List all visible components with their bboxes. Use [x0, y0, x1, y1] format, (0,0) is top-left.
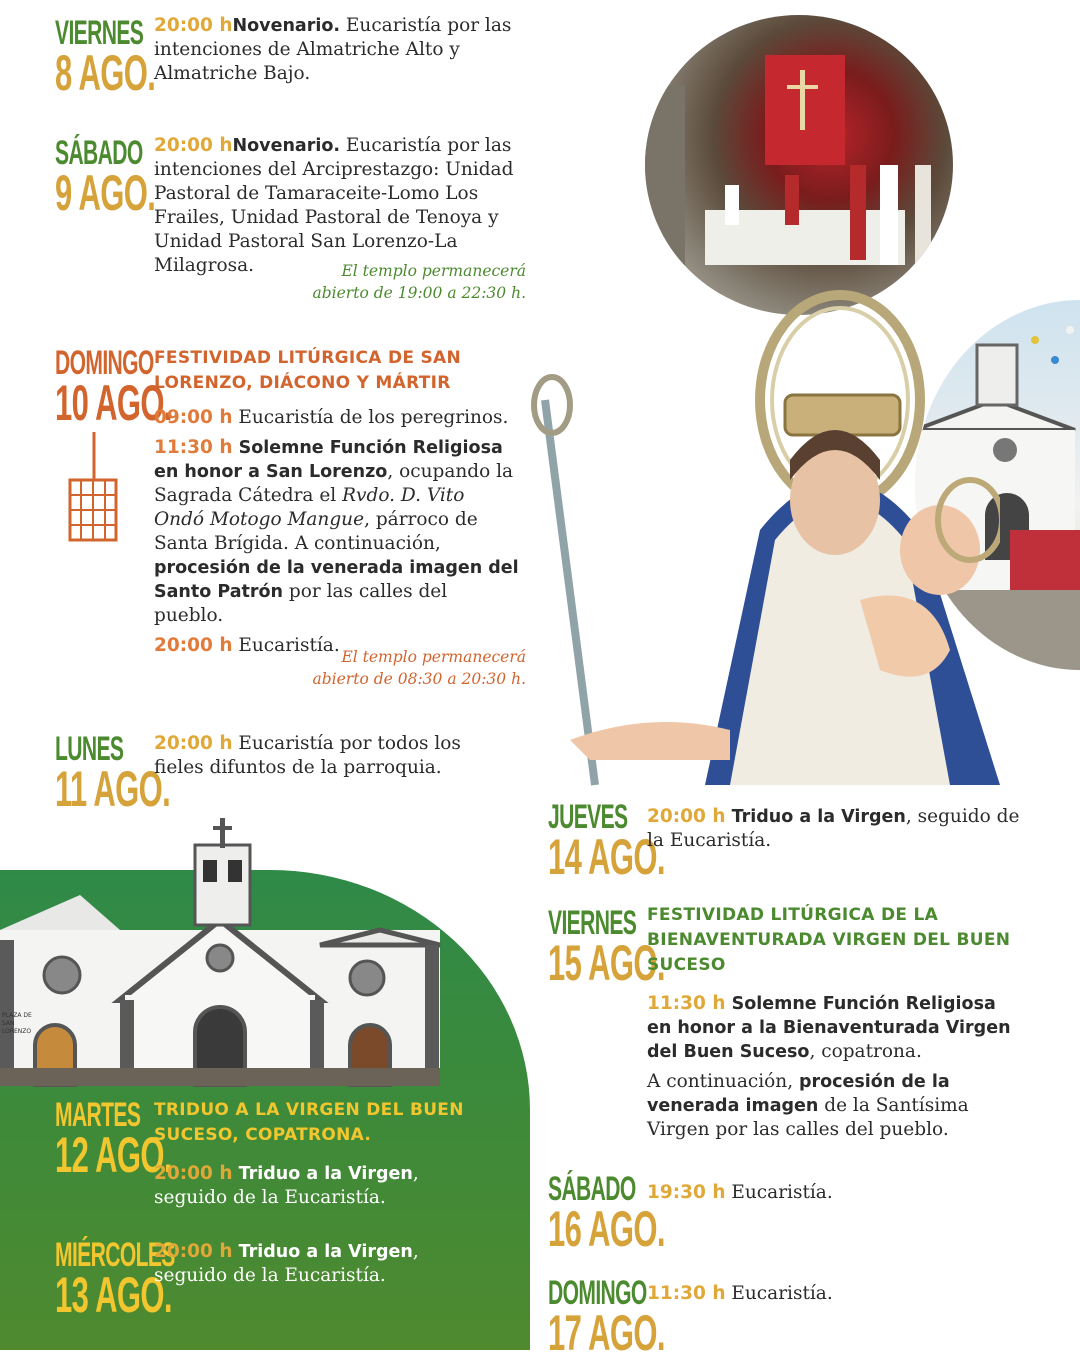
grill-icon [68, 432, 120, 544]
event-13 [154, 1240, 494, 1294]
time-17: 11:30 h [647, 1283, 726, 1304]
title-14: Triduo a la Virgen [725, 807, 906, 827]
time-13: 20:00 h [154, 1241, 233, 1262]
date-14: 14 AGO. [548, 829, 665, 885]
note-9-line2: abierto de 19:00 a 22:30 h. [312, 284, 526, 302]
virgin-statue-photo [530, 290, 1000, 790]
weekday-8: VIERNES [55, 14, 144, 52]
text-10-b3: por las calles del pueblo. [154, 581, 448, 626]
heading-10-line2: LORENZO, DIÁCONO Y MÁRTIR [154, 373, 451, 393]
bold-10-b2: procesión de la venerada imagen del Santo Patrón [154, 558, 519, 602]
event-17 [647, 1282, 1027, 1312]
text-10-b1: , ocupando la Sagrada Cátedra el [154, 461, 514, 506]
bold-15-a: Solemne Función Religiosa en honor a la Bienaventurada Virgen del Buen Suceso [647, 994, 1011, 1062]
date-17: 17 AGO. [548, 1305, 665, 1361]
event-14 [647, 805, 1027, 859]
time-16: 19:30 h [647, 1182, 726, 1203]
event-16 [647, 1181, 1027, 1211]
time-10-a: 09:00 h [154, 407, 233, 428]
day-label-11 [55, 730, 171, 817]
date-15: 15 AGO. [548, 935, 665, 991]
event-11 [154, 732, 514, 786]
weekday-10: DOMINGO [55, 344, 154, 382]
event-12 [154, 1098, 494, 1216]
text-14: , seguido de la Eucaristía. [647, 806, 1020, 851]
text-10-c: Eucaristía. [232, 635, 340, 656]
weekday-13: MIÉRCOLES [55, 1236, 175, 1274]
time-10-c: 20:00 h [154, 635, 233, 656]
day-label-9 [55, 134, 156, 221]
heading-10 [154, 346, 519, 396]
note-9 [250, 260, 526, 304]
weekday-16: SÁBADO [548, 1170, 636, 1208]
time-9: 20:00 h [154, 135, 233, 156]
heading-12-line2: SUCESO, COPATRONA. [154, 1125, 372, 1145]
church-facade-photo [0, 800, 460, 1090]
text-16: Eucaristía. [725, 1182, 833, 1203]
weekday-11: LUNES [55, 730, 124, 768]
time-11: 20:00 h [154, 733, 233, 754]
weekday-17: DOMINGO [548, 1274, 647, 1312]
text-9: Eucaristía por las intenciones del Arciprestazgo: Unidad Pastoral de Tamaraceite-Lomo Los Frailes, Unidad Pastoral de Tenoya y Unidad Pastoral San Lorenzo-La Milagrosa. [154, 135, 514, 276]
text-15-b1: A continuación, [647, 1071, 799, 1092]
time-10-b: 11:30 h [154, 437, 233, 458]
date-10: 10 AGO. [55, 375, 172, 431]
time-14: 20:00 h [647, 806, 726, 827]
text-11: Eucaristía por todos los fieles difuntos de la parroquia. [154, 733, 461, 778]
event-8 [154, 14, 514, 92]
text-17: Eucaristía. [725, 1283, 833, 1304]
heading-10-line1: FESTIVIDAD LITÚRGICA DE SAN [154, 348, 462, 368]
weekday-9: SÁBADO [55, 134, 143, 172]
weekday-14: JUEVES [548, 798, 628, 836]
day-label-8 [55, 14, 156, 101]
heading-15 [647, 903, 1022, 978]
title-13: Triduo a la Virgen [232, 1242, 413, 1262]
text-15-b2: de la Santísima Virgen por las calles del pueblo. [647, 1095, 969, 1140]
date-16: 16 AGO. [548, 1201, 665, 1257]
date-11: 11 AGO. [55, 761, 171, 817]
altar-photo-circle [645, 15, 953, 315]
title-8: Novenario. [232, 16, 341, 36]
note-10-line2: abierto de 08:30 a 20:30 h. [312, 670, 526, 688]
weekday-15: VIERNES [548, 904, 637, 942]
preacher-name: Rvdo. D. Vito Ondó Motogo Mangue [154, 485, 465, 530]
note-10-line1: El templo permanecerá [341, 648, 526, 666]
title-12: Triduo a la Virgen [232, 1164, 413, 1184]
church-plaza-sign: PLAZA DE SAN LORENZO [2, 1012, 32, 1035]
date-12: 12 AGO. [55, 1127, 172, 1183]
title-9: Novenario. [232, 136, 341, 156]
event-15 [647, 903, 1022, 1148]
bold-10-b1: Solemne Función Religiosa en honor a San Lorenzo [154, 438, 503, 482]
weekday-12: MARTES [55, 1096, 141, 1134]
text-8: Eucaristía por las intenciones de Almatriche Alto y Almatriche Bajo. [154, 15, 512, 84]
altar-scene [645, 15, 953, 315]
time-12: 20:00 h [154, 1163, 233, 1184]
heading-12-line1: TRIDUO A LA VIRGEN DEL BUEN [154, 1100, 464, 1120]
text-12: , seguido de la Eucaristía. [154, 1163, 419, 1208]
heading-12 [154, 1098, 494, 1148]
text-10-a: Eucaristía de los peregrinos. [232, 407, 509, 428]
heading-15-line3: SUCESO [647, 955, 726, 975]
text-13: , seguido de la Eucaristía. [154, 1241, 419, 1286]
date-8: 8 AGO. [55, 45, 156, 101]
event-10 [154, 346, 519, 664]
text-10-b2: , párroco de Santa Brígida. A continuación, [154, 509, 478, 554]
text-15-a: , copatrona. [809, 1041, 922, 1062]
heading-15-line1: FESTIVIDAD LITÚRGICA DE LA [647, 905, 939, 925]
time-15: 11:30 h [647, 993, 726, 1014]
date-13: 13 AGO. [55, 1267, 172, 1323]
note-9-line1: El templo permanecerá [341, 262, 526, 280]
date-9: 9 AGO. [55, 165, 156, 221]
note-10 [250, 646, 526, 690]
bold-15-b: procesión de la venerada imagen [647, 1072, 950, 1116]
heading-15-line2: BIENAVENTURADA VIRGEN DEL BUEN [647, 930, 1011, 950]
time-8: 20:00 h [154, 15, 233, 36]
